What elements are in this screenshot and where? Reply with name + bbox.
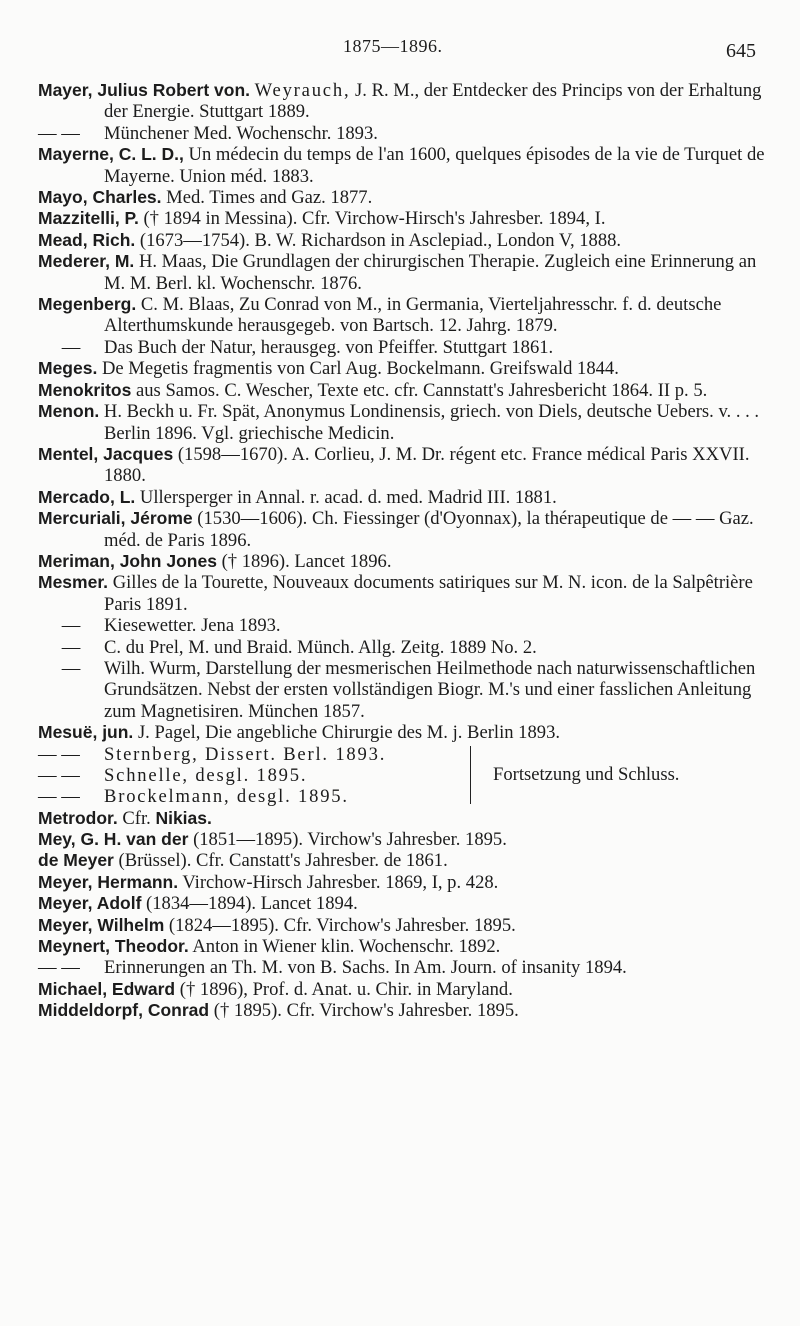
bibliography-entry bbox=[38, 658, 773, 722]
entry-text: Un médecin du temps de l'an 1600, quelques épisodes de la vie de Turquet de Mayerne. Union méd. 1883. bbox=[104, 144, 765, 187]
entry-headword: Menokritos bbox=[38, 379, 132, 400]
entry-text: Ullersperger in Annal. r. acad. d. med. Madrid III. 1881. bbox=[135, 486, 557, 508]
entry-text: Gilles de la Tourette, Nouveaux documents satiriques sur M. N. icon. de la Salpêtrière Paris 1891. bbox=[104, 572, 753, 615]
bibliography-entry bbox=[38, 401, 773, 444]
entry-headword: Megenberg. bbox=[38, 294, 137, 315]
entry-headword: de Meyer bbox=[38, 850, 114, 871]
bibliography-entry bbox=[38, 123, 773, 144]
bibliography-entry bbox=[38, 251, 773, 294]
entry-headword: Michael, Edward bbox=[38, 978, 176, 999]
entry-headword: Mey, G. H. van der bbox=[38, 829, 189, 849]
ditto-dash: — bbox=[61, 636, 81, 658]
running-header bbox=[0, 32, 800, 66]
bibliography-entry bbox=[38, 915, 773, 936]
entry-text: Sternberg, Dissert. Berl. 1893. bbox=[104, 743, 387, 765]
bibliography-entry bbox=[38, 337, 773, 358]
entry-text: Erinnerungen an Th. M. von B. Sachs. In Am. Journ. of insanity 1894. bbox=[104, 957, 627, 979]
bracketed-group bbox=[38, 744, 773, 808]
bibliography-entry bbox=[38, 957, 773, 978]
entry-headword: Meges. bbox=[38, 358, 98, 379]
entry-headword: Middeldorpf, Conrad bbox=[38, 1000, 210, 1021]
bibliography-entry bbox=[38, 1000, 773, 1021]
entry-headword: Mederer, M. bbox=[38, 251, 135, 272]
bibliography-entry bbox=[38, 230, 773, 251]
year-range: 1875—1896. bbox=[343, 36, 443, 56]
entry-text: aus Samos. C. Wescher, Texte etc. cfr. Cannstatt's Jahresbericht 1864. II p. 5. bbox=[131, 379, 708, 401]
entry-text: (1824—1895). Cfr. Virchow's Jahresber. 1895. bbox=[164, 914, 516, 936]
entry-text: C. du Prel, M. und Braid. Münch. Allg. Zeitg. 1889 No. 2. bbox=[104, 636, 537, 658]
entry-headword: Meriman, John Jones bbox=[38, 550, 217, 571]
bibliography-entry bbox=[38, 551, 773, 572]
entry-text: H. Maas, Die Grundlagen der chirurgischen Therapie. Zugleich eine Erinnerung an M. M. Berl. kl. Wochenschr. 1876. bbox=[104, 251, 757, 294]
cross-reference: Nikias. bbox=[155, 807, 212, 828]
entry-text: († 1895). Cfr. Virchow's Jahresber. 1895. bbox=[209, 1000, 519, 1022]
bibliography-entry bbox=[38, 572, 773, 615]
bibliography-entry bbox=[38, 444, 773, 487]
bibliography-entry bbox=[38, 358, 773, 379]
entry-text: (1673—1754). B. W. Richardson in Asclepiad., London V, 1888. bbox=[135, 229, 622, 251]
page-number: 645 bbox=[726, 40, 756, 62]
bibliography-entry bbox=[38, 936, 773, 957]
bracket-note: Fortsetzung und Schluss. bbox=[493, 763, 680, 785]
bibliography-entry bbox=[38, 979, 773, 1000]
entry-headword: Mesmer. bbox=[38, 572, 109, 593]
ditto-dash: — — bbox=[38, 122, 80, 144]
bibliography-entry bbox=[38, 380, 773, 401]
entry-text: (Brüssel). Cfr. Canstatt's Jahresber. de 1861. bbox=[113, 850, 448, 872]
entry-text: C. M. Blaas, Zu Conrad von M., in Germania, Vierteljahresschr. f. d. deutsche Alterthumskunde herausgegeb. von Bartsch. 12. Jahrg. 1879. bbox=[104, 294, 722, 337]
bibliography-entry bbox=[38, 615, 773, 636]
entry-list bbox=[38, 80, 773, 1022]
bibliography-entry bbox=[38, 829, 773, 850]
entry-headword: Mayerne, C. L. D., bbox=[38, 144, 184, 165]
entry-headword: Meyer, Adolf bbox=[38, 893, 142, 914]
entry-headword: Mercado, L. bbox=[38, 486, 136, 507]
ditto-dash: — — bbox=[38, 957, 80, 979]
ditto-dash: — bbox=[61, 336, 81, 358]
bibliography-entry bbox=[38, 487, 773, 508]
entry-headword: Meyer, Hermann. bbox=[38, 871, 179, 892]
bibliography-entry bbox=[38, 508, 773, 551]
bibliography-entry bbox=[38, 850, 773, 871]
entry-text: Brockelmann, desgl. 1895. bbox=[104, 786, 349, 808]
entry-text: (1598—1670). A. Corlieu, J. M. Dr. régent etc. France médical Paris XXVII. 1880. bbox=[104, 443, 750, 487]
entry-text: (1834—1894). Lancet 1894. bbox=[141, 893, 358, 915]
entry-text: († 1896). Lancet 1896. bbox=[216, 550, 392, 572]
entry-text: († 1894 in Messina). Cfr. Virchow-Hirsch's Jahresber. 1894, I. bbox=[138, 208, 606, 230]
entry-text: Kiesewetter. Jena 1893. bbox=[104, 615, 281, 637]
entry-text: Virchow-Hirsch Jahresber. 1869, I, p. 428. bbox=[178, 871, 499, 893]
ditto-dash: — — bbox=[38, 743, 80, 765]
bracketed-entry bbox=[38, 744, 773, 765]
entry-headword: Mercuriali, Jérome bbox=[38, 508, 193, 529]
entry-text: J. Pagel, Die angebliche Chirurgie des M. j. Berlin 1893. bbox=[133, 722, 561, 744]
bibliography-entry bbox=[38, 637, 773, 658]
entry-text: Das Buch der Natur, herausgeg. von Pfeiffer. Stuttgart 1861. bbox=[104, 336, 554, 358]
bibliography-entry bbox=[38, 80, 773, 123]
entry-headword: Metrodor. bbox=[38, 807, 118, 828]
entry-text: Schnelle, desgl. 1895. bbox=[104, 765, 308, 786]
bracketed-entry bbox=[38, 786, 773, 807]
entry-headword: Meyer, Wilhelm bbox=[38, 914, 165, 935]
entry-text: J. R. M., der Entdecker des Princips von der Erhaltung der Energie. Stuttgart 1889. bbox=[104, 80, 762, 123]
bibliography-entry bbox=[38, 144, 773, 187]
bibliography-entry bbox=[38, 294, 773, 337]
ditto-dash: — — bbox=[38, 765, 80, 786]
bibliography-entry bbox=[38, 722, 773, 743]
entry-headword: Mesuë, jun. bbox=[38, 722, 134, 743]
bibliography-entry bbox=[38, 208, 773, 229]
ditto-dash: — bbox=[61, 657, 81, 679]
entry-text: (1530—1606). Ch. Fiessinger (d'Oyonnax), la thérapeutique de — — Gaz. méd. de Paris 1896. bbox=[104, 508, 754, 551]
entry-headword: Mayo, Charles. bbox=[38, 187, 162, 208]
entry-headword: Meynert, Theodor. bbox=[38, 936, 189, 957]
entry-text: H. Beckh u. Fr. Spät, Anonymus Londinensis, griech. von Diels, deutsche Uebers. v. . . . Berlin 1896. Vgl. griechische Medicin. bbox=[99, 401, 760, 444]
entry-headword: Mazzitelli, P. bbox=[38, 208, 139, 229]
spaced-author: Weyrauch, bbox=[254, 80, 351, 101]
entry-headword: Mead, Rich. bbox=[38, 229, 136, 250]
entry-headword: Mayer, Julius Robert von. bbox=[38, 80, 250, 100]
entry-text: Anton in Wiener klin. Wochenschr. 1892. bbox=[188, 936, 501, 958]
entry-headword: Menon. bbox=[38, 401, 100, 422]
bibliography-entry bbox=[38, 872, 773, 893]
bibliography-entry bbox=[38, 808, 773, 829]
entry-text: Med. Times and Gaz. 1877. bbox=[161, 187, 373, 209]
entry-text: De Megetis fragmentis von Carl Aug. Bockelmann. Greifswald 1844. bbox=[97, 358, 619, 380]
entry-text: Cfr. bbox=[117, 807, 156, 829]
ditto-dash: — — bbox=[38, 786, 80, 808]
entry-text: (1851—1895). Virchow's Jahresber. 1895. bbox=[188, 829, 507, 850]
curly-brace-icon bbox=[470, 746, 479, 804]
entry-text: († 1896), Prof. d. Anat. u. Chir. in Maryland. bbox=[175, 978, 513, 1000]
entry-text: Münchener Med. Wochenschr. 1893. bbox=[104, 122, 378, 144]
bibliography-entry bbox=[38, 187, 773, 208]
ditto-dash: — bbox=[61, 615, 81, 637]
entry-text: Wilh. Wurm, Darstellung der mesmerischen Heilmethode nach naturwissenschaftlichen Grundsätzen. Nebst der ersten vollständigen Biogr. M.'s und einer fasslichen Anleitung zum Magnetisiren. München 1857. bbox=[104, 657, 756, 722]
entry-headword: Mentel, Jacques bbox=[38, 443, 174, 464]
bibliography-entry bbox=[38, 893, 773, 914]
